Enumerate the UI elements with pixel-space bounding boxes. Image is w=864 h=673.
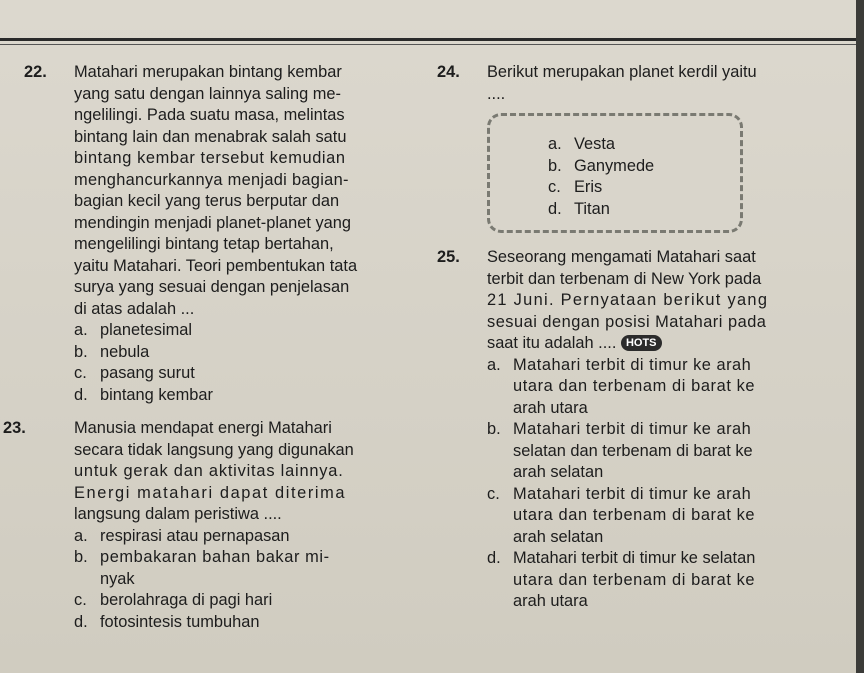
option-a[interactable] [74,526,409,548]
option-text: nyak [100,569,135,588]
option-a[interactable] [548,134,654,156]
text-line: bintang kembar tersebut kemudian [74,149,346,167]
option-c[interactable] [74,363,409,385]
option-c[interactable] [548,177,654,199]
text-line: saat itu adalah .... [487,334,617,352]
hots-badge: HOTS [621,335,662,351]
option-label: d. [548,199,562,218]
question-number: 24. [437,63,460,81]
text-line: yaitu Matahari. Teori pembentukan tata [74,256,358,275]
text-line: untuk gerak dan aktivitas lainnya. [74,462,344,480]
option-text: pasang surut [100,364,195,382]
option-text: arah selatan [513,463,604,481]
option-text: respirasi atau pernapasan [100,526,290,545]
option-label: d. [74,385,88,404]
option-label: b. [548,156,562,175]
text-line: 21 Juni. Pernyataan berikut yang [487,291,769,309]
option-text: utara dan terbenam di barat ke [513,570,756,589]
option-text: nebula [100,342,150,361]
options-list [490,134,654,220]
option-a[interactable] [487,355,837,420]
option-d[interactable] [487,548,837,613]
text-line: bintang lain dan menabrak salah satu [74,127,347,146]
text-line: Berikut merupakan planet kerdil yaitu [487,63,757,81]
option-label: c. [74,364,87,382]
option-text: arah utara [513,592,588,610]
question-text [74,418,409,526]
option-a[interactable] [74,320,409,342]
question-number: 23. [3,419,26,437]
text-line: menghancurkannya menjadi bagian- [74,170,349,189]
question-25 [437,247,837,613]
option-label: a. [74,321,88,339]
option-b-continued [74,569,409,591]
question-22 [24,62,409,406]
text-line: yang satu dengan lainnya saling me- [74,84,341,103]
text-line: mengelilingi bintang tetap bertahan, [74,235,334,253]
left-column [3,62,409,633]
text-line: Manusia mendapat energi Matahari [74,419,332,437]
text-line: langsung dalam peristiwa .... [74,505,282,523]
top-rule-thin [0,44,864,45]
option-text: fotosintesis tumbuhan [100,612,260,631]
text-line: mendingin menjadi planet-planet yang [74,213,352,232]
option-label: b. [487,420,501,438]
option-label: d. [74,612,88,631]
text-line: surya yang sesuai dengan penjelasan [74,278,350,296]
option-label: c. [74,591,87,609]
option-text: Vesta [574,135,616,153]
question-number: 25. [437,248,460,266]
option-text: berolahraga di pagi hari [100,591,273,609]
option-text: Eris [574,178,603,196]
option-text: utara dan terbenam di barat ke [513,506,756,524]
text-line: Seseorang mengamati Matahari saat [487,248,756,266]
option-text: planetesimal [100,321,193,339]
option-text: Ganymede [574,156,655,175]
option-text: Titan [574,199,610,218]
option-text: arah utara [513,398,588,417]
option-label: b. [74,548,88,566]
text-line: .... [487,84,506,103]
options-box [487,113,743,233]
text-line: secara tidak langsung yang digunakan [74,440,354,459]
text-line [487,333,837,355]
option-text: arah selatan [513,527,604,546]
option-c[interactable] [487,484,837,549]
option-c[interactable] [74,590,409,612]
option-label: a. [487,355,501,374]
option-label: a. [74,526,88,545]
option-label: c. [548,178,561,196]
option-text: Matahari terbit di timur ke arah [513,355,752,374]
option-d[interactable] [74,612,409,634]
question-text [74,62,409,320]
text-line: ngelilingi. Pada suatu masa, melintas [74,106,345,124]
option-b[interactable] [74,547,409,569]
option-text: utara dan terbenam di barat ke [513,377,756,395]
question-number: 22. [24,63,47,81]
option-b[interactable] [74,342,409,364]
top-rule [0,38,864,41]
text-line: bagian kecil yang terus berputar dan [74,192,340,210]
option-text: Matahari terbit di timur ke arah [513,484,752,503]
option-label: b. [74,342,88,361]
option-label: d. [487,549,501,567]
option-label: c. [487,484,500,503]
question-23 [3,418,409,633]
option-text: Matahari terbit di timur ke arah [513,420,752,438]
option-d[interactable] [548,199,654,221]
question-24 [437,62,837,233]
text-line: terbit dan terbenam di New York pada [487,269,762,288]
text-line: di atas adalah ... [74,299,195,318]
question-text [487,247,837,355]
text-line: Matahari merupakan bintang kembar [74,63,342,81]
option-text: selatan dan terbenam di barat ke [513,441,753,460]
text-line: Energi matahari dapat diterima [74,483,347,502]
text-line: sesuai dengan posisi Matahari pada [487,312,767,331]
page-edge-shadow [856,0,864,673]
question-text [487,62,837,105]
option-b[interactable] [487,419,837,484]
option-b[interactable] [548,156,654,178]
option-text: pembakaran bahan bakar mi- [100,548,330,566]
right-column [437,62,837,613]
option-text: Matahari terbit di timur ke selatan [513,549,756,567]
option-d[interactable] [74,385,409,407]
option-label: a. [548,135,562,153]
option-text: bintang kembar [100,385,213,404]
